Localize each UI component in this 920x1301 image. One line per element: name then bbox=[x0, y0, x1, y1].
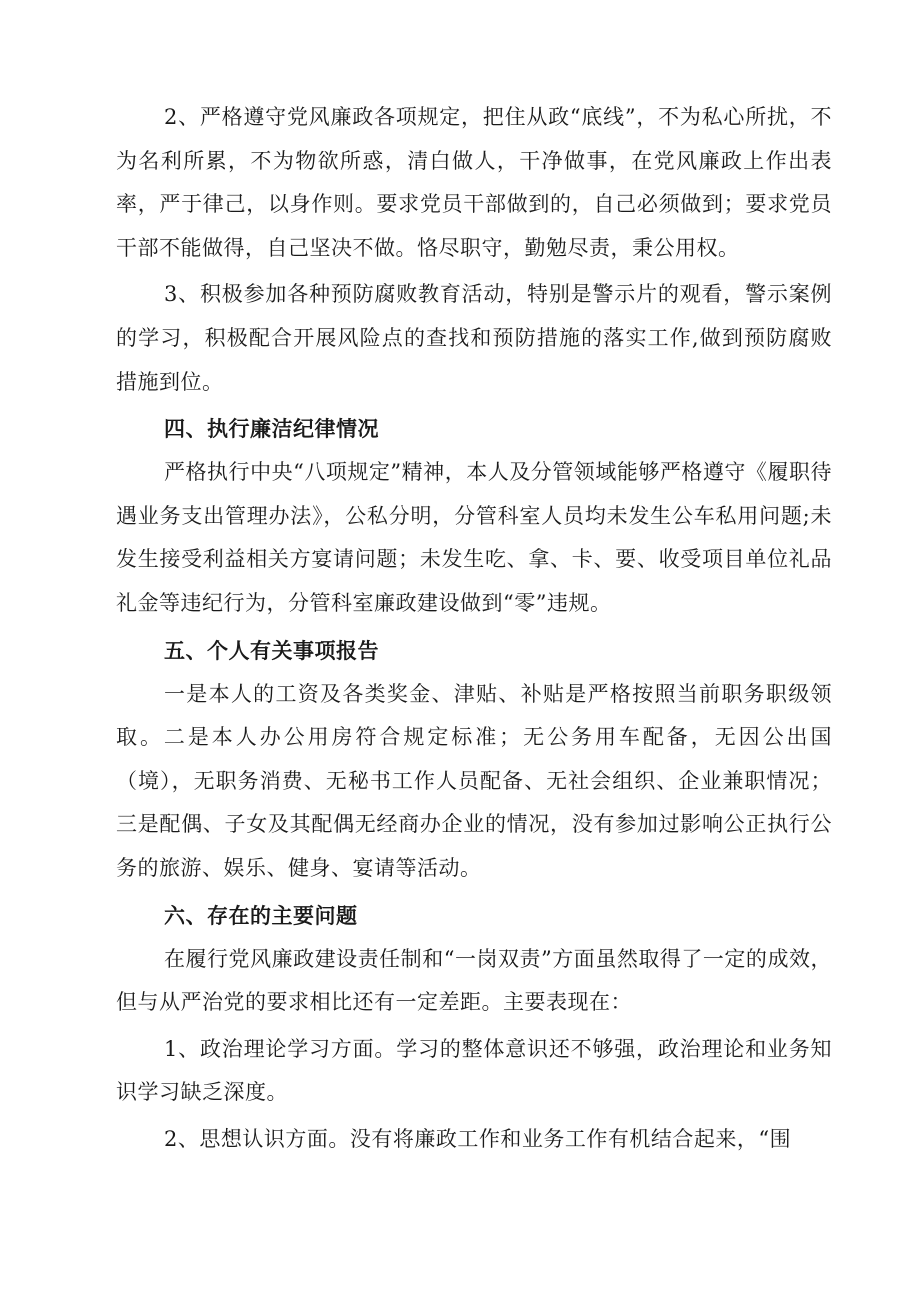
paragraph-main-problems-intro: 在履行党风廉政建设责任制和“一岗双责”方面虽然取得了一定的成效，但与从严治党的要求相比还有一定差距。主要表现在： bbox=[116, 946, 832, 1015]
paragraph-problem-2: 2、思想认识方面。没有将廉政工作和业务工作有机结合起来，“围 bbox=[164, 1126, 792, 1151]
section-heading-4: 四、执行廉洁纪律情况 bbox=[164, 417, 379, 442]
paragraph-item-2-rules: 2、严格遵守党风廉政各项规定，把住从政“底线”，不为私心所扰，不为名利所累，不为物欲所惑，清白做人，干净做事，在党风廉政上作出表率，严于律己，以身作则。要求党员干部做到的，自己必须做到；要求党员干部不能做得，自己坚决不做。恪尽职守，勤勉尽责，秉公用权。 bbox=[116, 105, 832, 260]
section-heading-5: 五、个人有关事项报告 bbox=[164, 638, 379, 663]
paragraph-item-3-education: 3、积极参加各种预防腐败教育活动，特别是警示片的观看，警示案例的学习，积极配合开展风险点的查找和预防措施的落实工作,做到预防腐败措施到位。 bbox=[116, 282, 832, 394]
document-page bbox=[116, 96, 832, 1161]
paragraph-personal-matters: 一是本人的工资及各类奖金、津贴、补贴是严格按照当前职务职级领取。二是本人办公用房符合规定标准；无公务用车配备，无因公出国（境），无职务消费、无秘书工作人员配备、无社会组织、企业兼职情况；三是配偶、子女及其配偶无经商办企业的情况，没有参加过影响公正执行公务的旅游、娱乐、健身、宴请等活动。 bbox=[116, 681, 832, 880]
section-heading-6: 六、存在的主要问题 bbox=[164, 903, 358, 928]
paragraph-integrity-discipline: 严格执行中央“八项规定”精神，本人及分管领域能够严格遵守《履职待遇业务支出管理办法》，公私分明，分管科室人员均未发生公车私用问题;未发生接受利益相关方宴请问题；未发生吃、拿、卡、要、收受项目单位礼品礼金等违纪行为，分管科室廉政建设做到“零”违规。 bbox=[116, 460, 832, 615]
paragraph-problem-1: 1、政治理论学习方面。学习的整体意识还不够强，政治理论和业务知识学习缺乏深度。 bbox=[116, 1036, 832, 1105]
